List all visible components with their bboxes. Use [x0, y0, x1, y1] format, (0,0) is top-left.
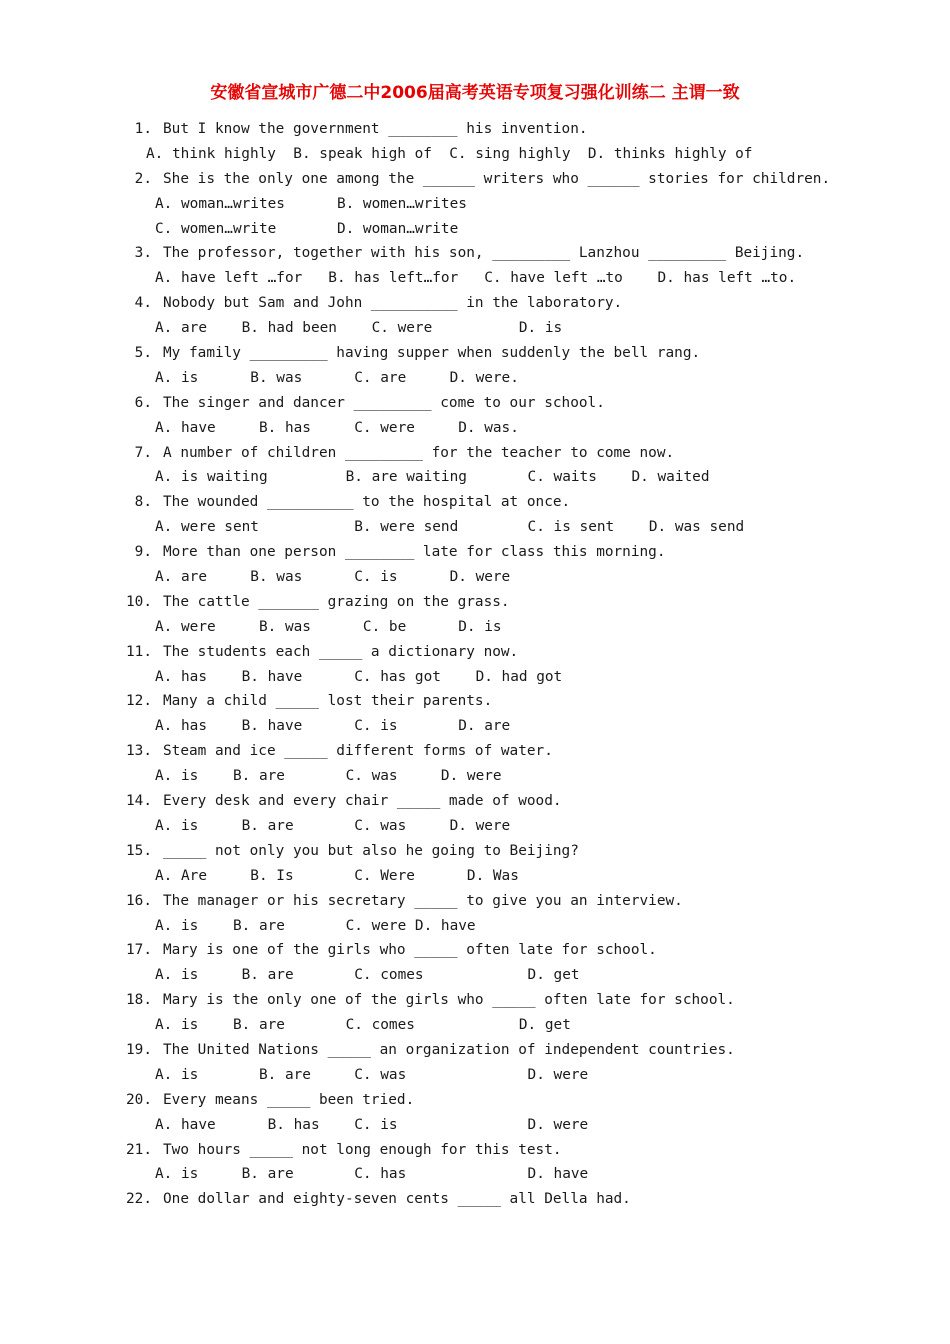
question-number: 2. — [134, 170, 152, 187]
question-number: 1. — [134, 121, 152, 137]
question-number: 17. — [126, 942, 152, 959]
question-text: The professor, together with his son, _________ Lanzhou _________ Beijing. — [163, 245, 805, 262]
question-text: The manager or his secretary _____ to give you an interview. — [163, 892, 683, 909]
document-title: 安徽省宣城市广德二中2006届高考英语专项复习强化训练二 主谓一致 — [210, 83, 740, 103]
question-text: The wounded __________ to the hospital at once. — [163, 494, 571, 511]
question-number: 18. — [126, 992, 152, 1009]
question-number: 7. — [134, 444, 152, 461]
question-text: More than one person ________ late for class this morning. — [163, 544, 666, 561]
question-4 — [0, 291, 950, 316]
options-11: A. has B. have C. has got D. had got — [155, 668, 563, 685]
question-text: But I know the government ________ his invention. — [163, 121, 588, 137]
question-number: 12. — [126, 693, 152, 710]
question-6 — [0, 391, 950, 416]
question-number: 13. — [126, 743, 152, 760]
options-2a: A. woman…writes B. women…writes — [155, 195, 467, 212]
question-1 — [0, 117, 950, 142]
question-text: _____ not only you but also he going to Beijing? — [163, 842, 579, 859]
question-number: 3. — [134, 245, 152, 262]
options-8: A. were sent B. were send C. is sent D. was send — [155, 519, 745, 536]
question-text: Every means _____ been tried. — [163, 1091, 415, 1108]
options-14: A. is B. are C. was D. were — [155, 817, 511, 834]
question-text: One dollar and eighty-seven cents _____ all Della had. — [163, 1191, 631, 1208]
question-number: 16. — [126, 892, 152, 909]
question-7 — [0, 441, 950, 466]
question-number: 15. — [126, 842, 152, 859]
options-1: A. think highly B. speak high of C. sing highly D. thinks highly of — [146, 145, 753, 162]
question-3 — [0, 241, 950, 266]
question-14 — [0, 789, 950, 814]
question-9 — [0, 540, 950, 565]
options-6: A. have B. has C. were D. was. — [155, 419, 519, 436]
question-text: Two hours _____ not long enough for this test. — [163, 1141, 562, 1158]
question-text: My family _________ having supper when suddenly the bell rang. — [163, 345, 701, 362]
question-17 — [0, 938, 950, 963]
question-number: 10. — [126, 593, 152, 610]
options-5: A. is B. was C. are D. were. — [155, 369, 519, 386]
question-text: Many a child _____ lost their parents. — [163, 693, 493, 710]
question-19 — [0, 1038, 950, 1063]
question-text: Mary is the only one of the girls who _____ often late for school. — [163, 992, 735, 1009]
question-number: 9. — [134, 544, 152, 561]
question-text: A number of children _________ for the teacher to come now. — [163, 444, 675, 461]
question-number: 14. — [126, 793, 152, 810]
question-5 — [0, 341, 950, 366]
options-17: A. is B. are C. comes D. get — [155, 967, 580, 984]
question-11 — [0, 640, 950, 665]
question-number: 5. — [134, 345, 152, 362]
question-text: The students each _____ a dictionary now. — [163, 643, 519, 660]
question-number: 8. — [134, 494, 152, 511]
question-number: 21. — [126, 1141, 152, 1158]
options-2b: C. women…write D. woman…write — [155, 220, 459, 237]
question-text: She is the only one among the ______ writers who ______ stories for children. — [163, 170, 831, 187]
question-list — [0, 117, 950, 1212]
options-21: A. is B. are C. has D. have — [155, 1166, 589, 1183]
question-22 — [0, 1187, 950, 1212]
question-12 — [0, 689, 950, 714]
question-8 — [0, 490, 950, 515]
options-13: A. is B. are C. was D. were — [155, 768, 502, 785]
options-10: A. were B. was C. be D. is — [155, 618, 502, 635]
question-text: Nobody but Sam and John __________ in the laboratory. — [163, 295, 623, 312]
options-3: A. have left …for B. has left…for C. have left …to D. has left …to. — [155, 270, 797, 287]
question-number: 6. — [134, 394, 152, 411]
options-19: A. is B. are C. was D. were — [155, 1066, 589, 1083]
options-9: A. are B. was C. is D. were — [155, 569, 511, 586]
options-12: A. has B. have C. is D. are — [155, 718, 511, 735]
question-number: 22. — [126, 1191, 152, 1208]
question-2 — [0, 167, 950, 192]
options-4: A. are B. had been C. were D. is — [155, 320, 563, 337]
question-20 — [0, 1088, 950, 1113]
options-7: A. is waiting B. are waiting C. waits D. waited — [155, 469, 710, 486]
question-text: The singer and dancer _________ come to our school. — [163, 394, 605, 411]
question-text: The United Nations _____ an organization of independent countries. — [163, 1041, 735, 1058]
question-21 — [0, 1138, 950, 1163]
options-15: A. Are B. Is C. Were D. Was — [155, 867, 519, 884]
question-13 — [0, 739, 950, 764]
options-20: A. have B. has C. is D. were — [155, 1116, 589, 1133]
question-16 — [0, 889, 950, 914]
question-10 — [0, 590, 950, 615]
question-number: 4. — [134, 295, 152, 312]
question-number: 19. — [126, 1041, 152, 1058]
options-18: A. is B. are C. comes D. get — [155, 1017, 571, 1034]
question-text: Steam and ice _____ different forms of water. — [163, 743, 553, 760]
question-18 — [0, 988, 950, 1013]
options-16: A. is B. are C. were D. have — [155, 917, 476, 934]
question-15 — [0, 839, 950, 864]
question-number: 11. — [126, 643, 152, 660]
question-text: Mary is one of the girls who _____ often late for school. — [163, 942, 657, 959]
question-text: The cattle _______ grazing on the grass. — [163, 593, 510, 610]
question-number: 20. — [126, 1091, 152, 1108]
question-text: Every desk and every chair _____ made of wood. — [163, 793, 562, 810]
